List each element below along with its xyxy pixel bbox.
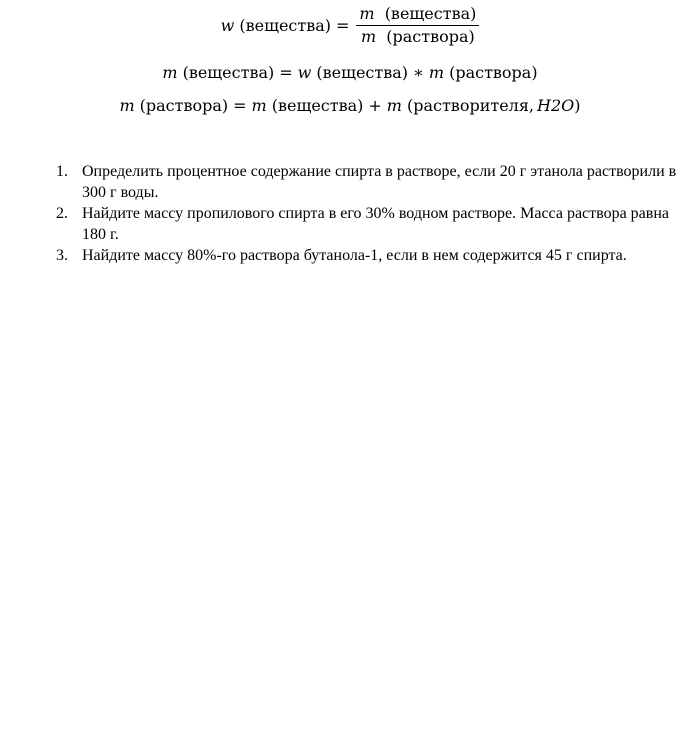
formula-m: m	[251, 95, 267, 115]
formula-text: (раствора)	[139, 95, 229, 115]
formula-m: m	[428, 62, 445, 82]
formula-multiply: ∗	[413, 62, 424, 82]
task-number: 1.	[56, 163, 68, 180]
task-text: Найдите массу пропилового спирта в его 30% водном растворе. Масса раствора равна 180 г.	[82, 205, 669, 243]
formula-text: (раствора)	[386, 26, 475, 46]
fraction-numerator	[356, 4, 479, 26]
formula-w: w	[297, 62, 312, 82]
formula-m: m	[359, 3, 375, 23]
task-item	[56, 161, 696, 203]
formula-m: m	[119, 95, 135, 115]
formula-text: (вещества)	[182, 62, 275, 82]
formula-fraction	[356, 4, 479, 47]
task-number: 3.	[56, 247, 68, 264]
task-number: 2.	[56, 205, 68, 222]
task-text: Определить процентное содержание спирта в растворе, если 20 г этанола растворили в 300 г воды.	[82, 163, 677, 201]
formula-text: (вещества)	[384, 3, 477, 23]
formula-equals: =	[336, 15, 350, 35]
formula-w: w	[220, 15, 235, 35]
formula-solution-mass	[0, 94, 700, 116]
formula-equals: =	[279, 62, 293, 82]
formula-close-paren: )	[574, 95, 581, 115]
formula-text: (вещества)	[316, 62, 409, 82]
formula-plus: +	[368, 95, 382, 115]
formula-substance-mass	[0, 61, 700, 83]
formula-m: m	[162, 62, 178, 82]
task-text: Найдите массу 80%-го раствора бутанола-1, если в нем содержится 45 г спирта.	[82, 247, 627, 264]
task-list	[56, 161, 696, 266]
formula-m: m	[386, 95, 402, 115]
task-item	[56, 245, 696, 266]
formula-text: (вещества)	[271, 95, 364, 115]
formula-mass-fraction	[0, 2, 700, 48]
formula-text: (вещества)	[239, 15, 332, 35]
formula-text: (растворителя,	[406, 95, 535, 115]
formula-equals: =	[233, 95, 247, 115]
task-item	[56, 203, 696, 245]
formula-text: (раствора)	[449, 62, 538, 82]
fraction-denominator	[358, 26, 478, 47]
formula-m: m	[361, 26, 377, 46]
formula-h2o: H2O	[537, 95, 575, 115]
